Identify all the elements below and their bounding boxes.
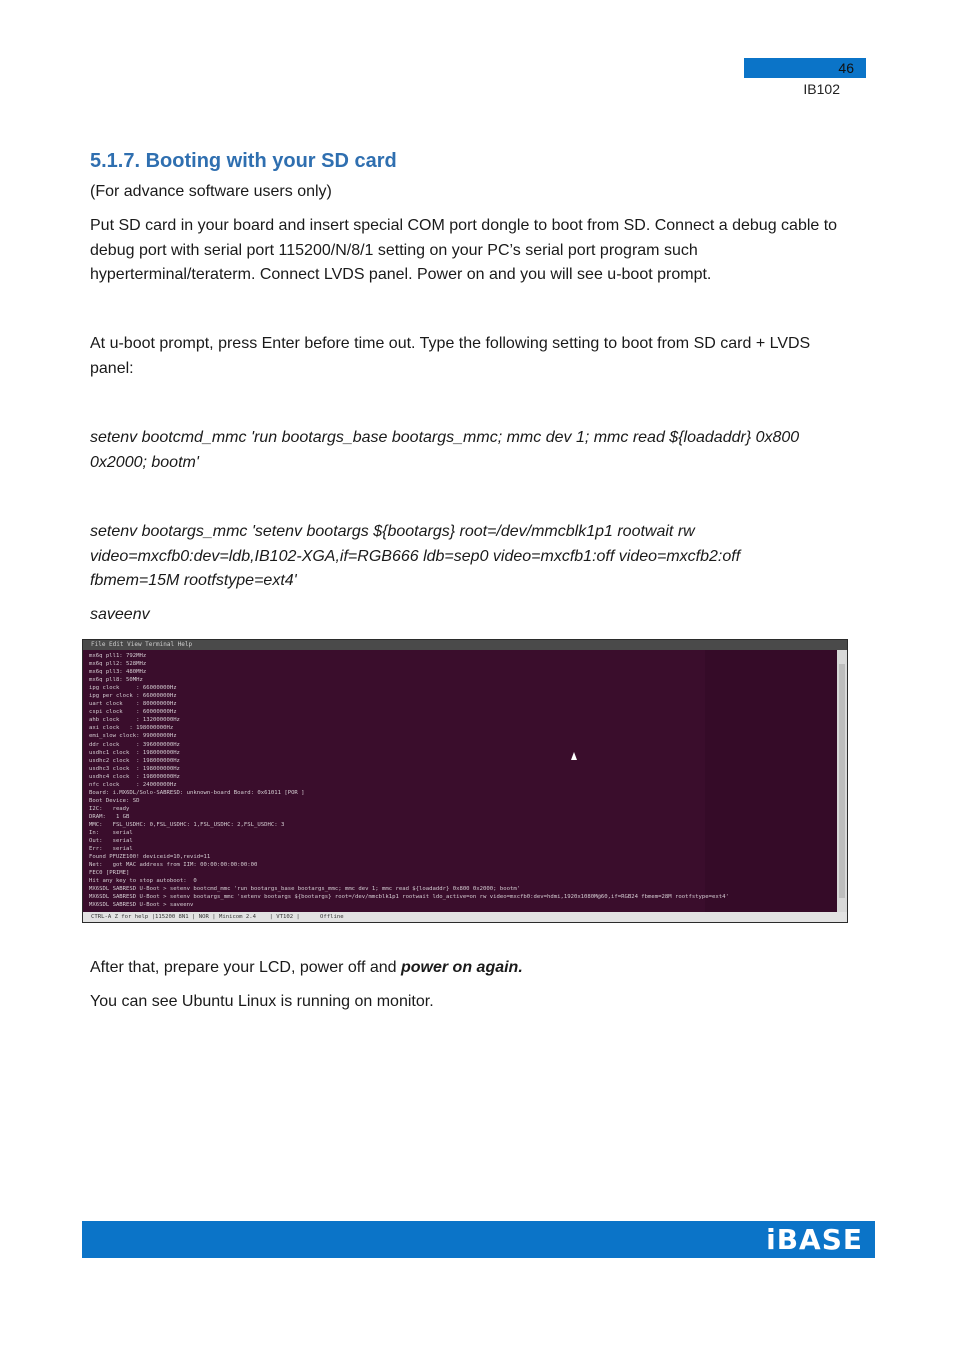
model-name: IB102: [803, 81, 840, 97]
page-number-badge: [744, 58, 866, 78]
ibase-logo: iBASE: [766, 1223, 863, 1256]
page-number: 46: [838, 60, 854, 76]
terminal-screenshot: [82, 639, 848, 923]
paragraph-intro: Put SD card in your board and insert special COM port dongle to boot from SD. Connect a debug cable to debug port with serial port 115200/N/8/1 setting on your PC’s serial port program such hyperterminal/teraterm. Connect LVDS panel. Power on and you will see u-boot prompt.: [90, 217, 838, 283]
paragraph-final: You can see Ubuntu Linux is running on monitor.: [90, 993, 434, 1010]
command-saveenv: saveenv: [90, 606, 150, 623]
paragraph-after: [90, 956, 840, 981]
command-bootcmd: setenv bootcmd_mmc 'run bootargs_base bootargs_mmc; mmc dev 1; mmc read ${loadaddr} 0x800 0x2000; bootm': [90, 429, 800, 471]
section-title: 5.1.7. Booting with your SD card: [90, 150, 397, 172]
terminal-scrollbar: [837, 650, 847, 912]
command-bootargs: setenv bootargs_mmc 'setenv bootargs ${bootargs} root=/dev/mmcblk1p1 rootwait rw video=mxcfb0:dev=ldb,IB102-XGA,if=RGB666 ldb=sep0 video=mxcfb1:off video=mxcfb2:off fbmem=15M rootfstype=ext4': [90, 523, 741, 589]
mouse-cursor-icon: [571, 752, 577, 760]
terminal-menubar: File Edit View Terminal Help: [83, 640, 847, 650]
footer-bar: [82, 1221, 875, 1258]
paragraph-uboot: At u-boot prompt, press Enter before time out. Type the following setting to boot from SD card + LVDS panel:: [90, 335, 811, 377]
section-subtitle: (For advance software users only): [90, 183, 332, 200]
terminal-statusbar: CTRL-A Z for help |115200 8N1 | NOR | Minicom 2.4 | VT102 | Offline: [83, 912, 847, 922]
terminal-scroll-thumb: [839, 664, 845, 898]
after-emphasis: power on again.: [400, 959, 523, 976]
after-text: After that, prepare your LCD, power off and: [90, 959, 401, 976]
terminal-output: mx6q pll1: 792MHz mx6q pll2: 528MHz mx6q pll3: 480MHz mx6q pll8: 50MHz ipg clock : 66000000Hz ipg per clock : 66000000Hz uart clock : 80000000Hz cspi clock : 60000000Hz ahb clock : 132000000Hz axi clock : 198000000Hz emi_slow clock: 99000000Hz ddr clock : 396000000Hz usdhc1 clock : 198000000Hz usdhc2 clock : 198000000Hz usdhc3 clock : 198000000Hz usdhc4 clock : 198000000Hz nfc clock : 24000000Hz Board: i.MX6DL/Solo-SABRESD: unknown-board Board: 0x61011 [POR ] Boot Device: SD I2C: ready DRAM: 1 GB MMC: FSL_USDHC: 0,FSL_USDHC: 1,FSL_USDHC: 2,FSL_USDHC: 3 In: serial Out: serial Err: serial Found PFUZE100! deviceid=10,revid=11 Net: got MAC address from IIM: 00:00:00:00:00:00 FEC0 [PRIME] Hit any key to stop autoboot: 0 MX6SDL SABRESD U-Boot > setenv bootcmd_mmc 'run bootargs_base bootargs_mmc; mmc dev 1; mmc read ${loadaddr} 0x800 0x2000; bootm' MX6SDL SABRESD U-Boot > setenv bootargs_mmc 'setenv bootargs ${bootargs} root=/dev/mmcblk1p1 rootwait ldo_active=on rw video=mxcfb0:dev=hdmi,1920x1080M@60,if=RGB24 fbmem=28M rootfstype=ext4' MX6SDL SABRESD U-Boot > saveenv: [89, 653, 729, 909]
